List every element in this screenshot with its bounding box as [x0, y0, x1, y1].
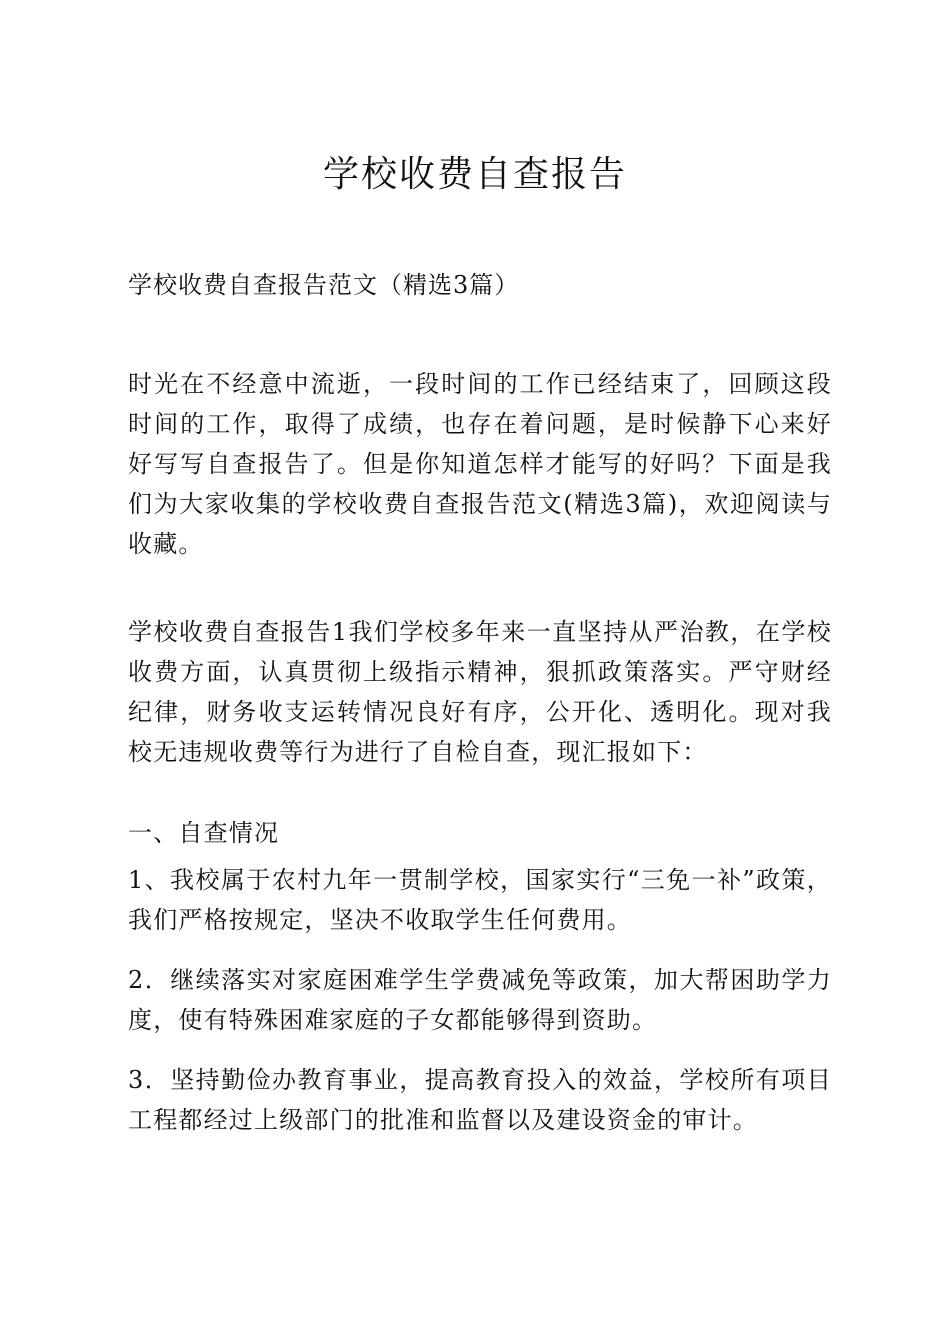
- list-item: 3．坚持勤俭办教育事业，提高教育投入的效益，学校所有项目工程都经过上级部门的批准和监督以及建设资金的审计。: [128, 1066, 832, 1134]
- report1-paragraph: 学校收费自查报告1我们学校多年来一直坚持从严治教，在学校收费方面，认真贯彻上级指示精神，狠抓政策落实。严守财经纪律，财务收支运转情况良好有序，公开化、透明化。现对我校无违规收费等行为进行了自检自查，现汇报如下：: [128, 618, 832, 766]
- list-item: 1、我校属于农村九年一贯制学校，国家实行“三免一补”政策，我们严格按规定，坚决不收取学生任何费用。: [128, 866, 832, 934]
- section-heading: 一、自查情况: [128, 819, 280, 847]
- document-title: 学校收费自查报告: [322, 154, 627, 195]
- list-item: 2．继续落实对家庭困难学生学费减免等政策，加大帮困助学力度，使有特殊困难家庭的子女都能够得到资助。: [128, 966, 832, 1034]
- document-subtitle: 学校收费自查报告范文（精选3篇）: [128, 271, 520, 299]
- intro-paragraph: 时光在不经意中流逝，一段时间的工作已经结束了，回顾这段时间的工作，取得了成绩，也存在着问题，是时候静下心来好好写写自查报告了。但是你知道怎样才能写的好吗？下面是我们为大家收集的学校收费自查报告范文(精选3篇)，欢迎阅读与收藏。: [128, 370, 832, 558]
